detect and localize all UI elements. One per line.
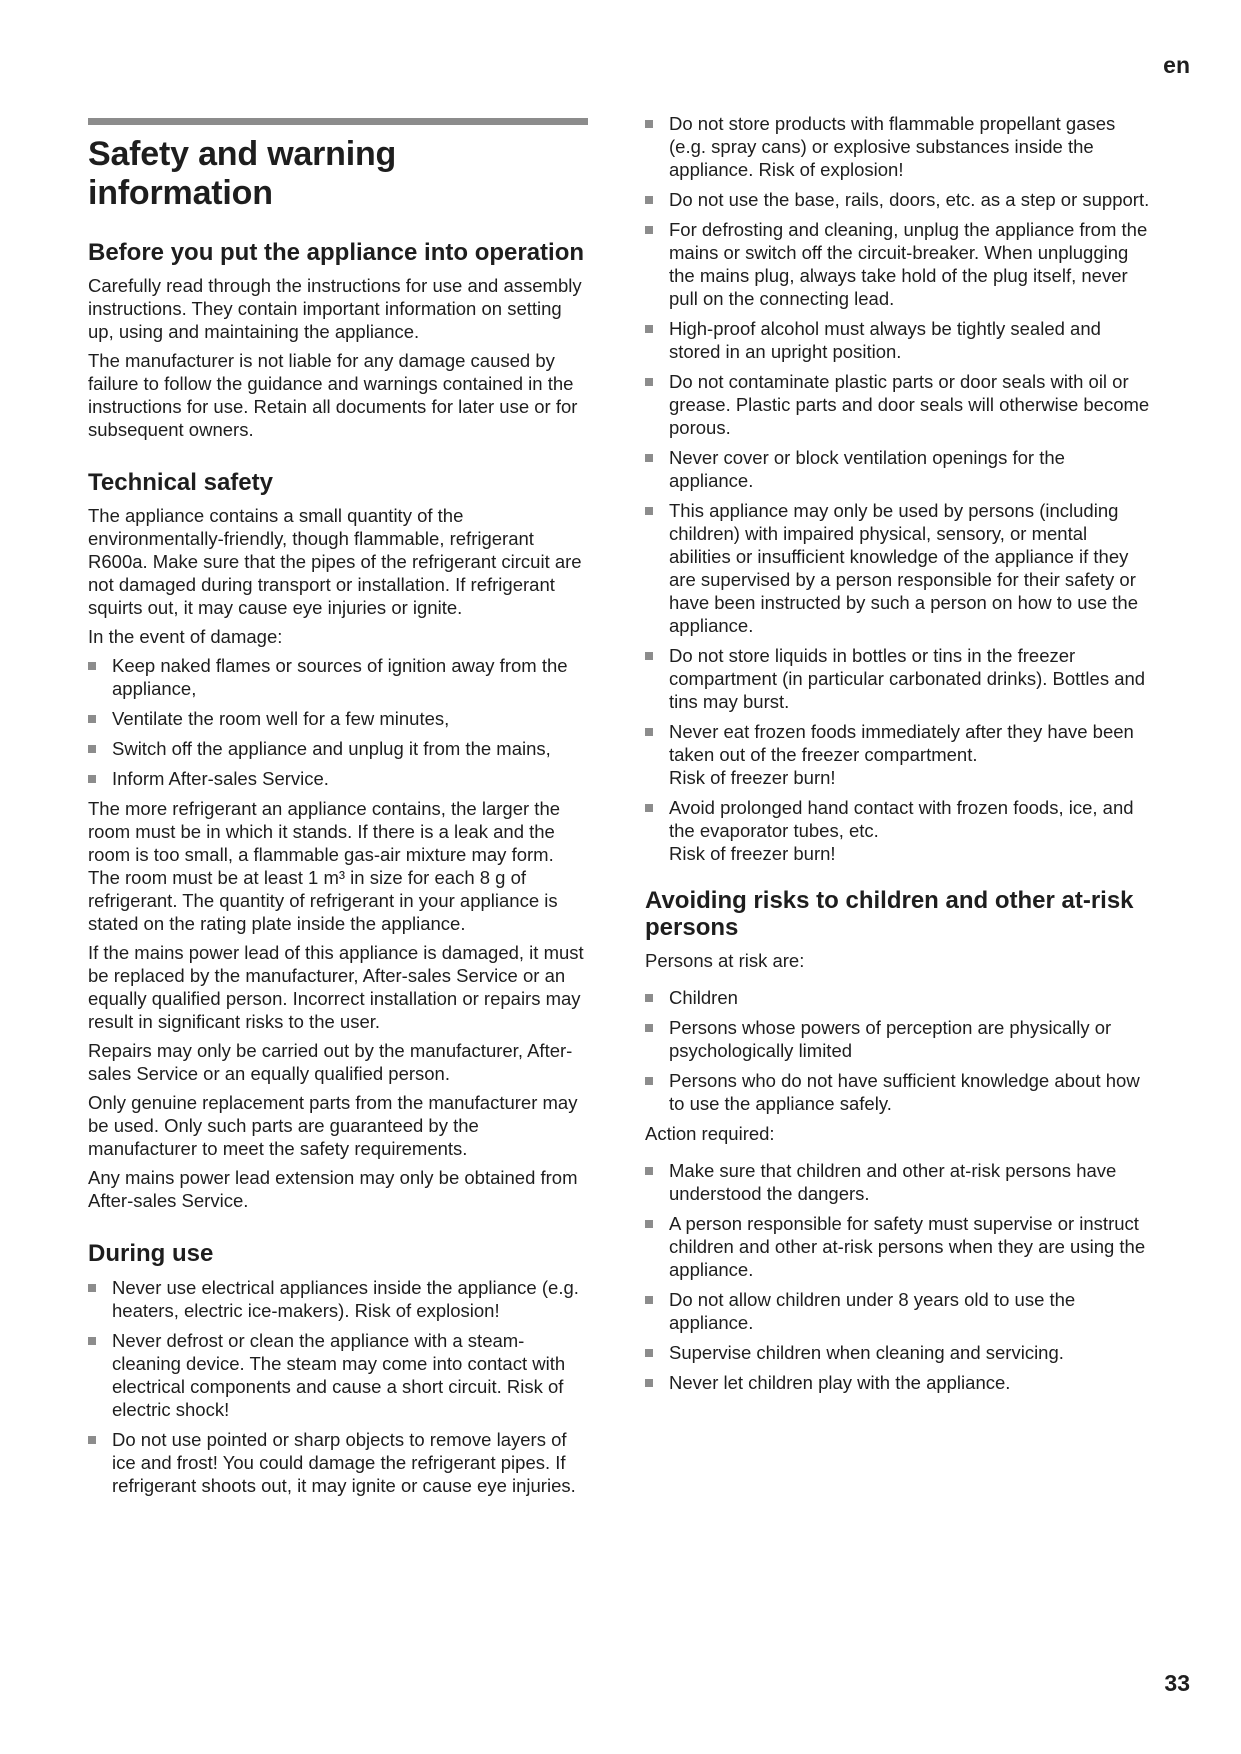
bullet-icon	[645, 507, 653, 515]
bullet-icon	[645, 1167, 653, 1175]
paragraph: In the event of damage:	[88, 626, 283, 648]
bullet-icon	[645, 120, 653, 128]
list-item: Do not store liquids in bottles or tins in the freezer compartment (in particular carbonated drinks). Bottles and tins may burst.	[645, 644, 1150, 713]
damage-list	[88, 654, 588, 790]
list-item: Persons who do not have sufficient knowledge about how to use the appliance safely.	[645, 1069, 1150, 1115]
list-item: Never use electrical appliances inside the appliance (e.g. heaters, electric ice-makers). Risk of explosion!	[88, 1276, 588, 1322]
bullet-icon	[645, 454, 653, 462]
bullet-icon	[88, 715, 96, 723]
list-item: Never let children play with the appliance.	[645, 1371, 1150, 1394]
bullet-icon	[88, 1436, 96, 1444]
persons-label: Persons at risk are:	[645, 950, 805, 972]
list-item: A person responsible for safety must supervise or instruct children and other at-risk persons when they are using the appliance.	[645, 1212, 1150, 1281]
paragraph: Any mains power lead extension may only be obtained from After-sales Service.	[88, 1167, 578, 1212]
list-item: Never defrost or clean the appliance with a steam-cleaning device. The steam may come into contact with electrical components and cause a short circuit. Risk of electric shock!	[88, 1329, 588, 1421]
bullet-icon	[645, 1024, 653, 1032]
heading-before-operation: Before you put the appliance into operation	[88, 239, 585, 267]
list-item: Do not use pointed or sharp objects to remove layers of ice and frost! You could damage the refrigerant pipes. If refrigerant shoots out, it may ignite or cause eye injuries.	[88, 1428, 588, 1497]
list-item: Never cover or block ventilation openings for the appliance.	[645, 446, 1150, 492]
page-number: 33	[1164, 1670, 1190, 1696]
list-item: For defrosting and cleaning, unplug the appliance from the mains or switch off the circuit-breaker. When unplugging the mains plug, always take hold of the plug itself, never pull on the connecting lead.	[645, 218, 1150, 310]
warnings-list	[645, 112, 1150, 865]
right-column	[645, 112, 1150, 1401]
bullet-icon	[645, 1220, 653, 1228]
bullet-icon	[645, 994, 653, 1002]
list-item: Make sure that children and other at-risk persons have understood the dangers.	[645, 1159, 1150, 1205]
paragraph-part: The more refrigerant an appliance contains, the larger the room must be in which it stands. If there is a leak and the room is too small, a flammable gas-air mixture may form.	[88, 798, 561, 866]
during-use-list	[88, 1276, 588, 1497]
list-item: Persons whose powers of perception are physically or psychologically limited	[645, 1016, 1150, 1062]
bullet-icon	[88, 745, 96, 753]
paragraph: If the mains power lead of this appliance is damaged, it must be replaced by the manufacturer, After-sales Service or an equally qualified person. Incorrect installation or repairs may result in significant risks to the user.	[88, 942, 584, 1033]
bullet-icon	[645, 1349, 653, 1357]
actions-list	[645, 1159, 1150, 1394]
bullet-icon	[645, 1296, 653, 1304]
language-code: en	[1163, 52, 1190, 78]
bullet-icon	[645, 1379, 653, 1387]
list-item: High-proof alcohol must always be tightly sealed and stored in an upright position.	[645, 317, 1150, 363]
list-item: Never eat frozen foods immediately after they have been taken out of the freezer compartment. Risk of freezer burn!	[645, 720, 1150, 789]
paragraph: Only genuine replacement parts from the manufacturer may be used. Only such parts are guaranteed by the manufacturer to meet the safety requirements.	[88, 1092, 578, 1160]
paragraph: Repairs may only be carried out by the manufacturer, After-sales Service or an equally qualified person.	[88, 1040, 573, 1085]
left-column	[88, 118, 588, 1504]
list-item: This appliance may only be used by persons (including children) with impaired physical, sensory, or mental abilities or insufficient knowledge of the appliance if they are supervised by a person responsible for their safety or have been instructed by such a person on how to use the appliance.	[645, 499, 1150, 637]
bullet-icon	[645, 652, 653, 660]
list-item: Children	[645, 986, 1150, 1009]
bullet-icon	[645, 804, 653, 812]
bullet-icon	[645, 325, 653, 333]
list-item: Keep naked flames or sources of ignition away from the appliance,	[88, 654, 588, 700]
bullet-icon	[88, 775, 96, 783]
bullet-icon	[645, 1077, 653, 1085]
paragraph: Carefully read through the instructions for use and assembly instructions. They contain important information on setting up, using and maintaining the appliance.	[88, 275, 582, 343]
list-item: Switch off the appliance and unplug it from the mains,	[88, 737, 588, 760]
bullet-icon	[88, 1284, 96, 1292]
heading-during-use: During use	[88, 1240, 214, 1268]
list-item: Do not allow children under 8 years old to use the appliance.	[645, 1288, 1150, 1334]
bullet-icon	[645, 226, 653, 234]
paragraph: The appliance contains a small quantity of the environmentally-friendly, though flammable, refrigerant R600a. Make sure that the pipes of the refrigerant circuit are not damaged during transport or installation. If refrigerant squirts out, it may cause eye injuries or ignite.	[88, 505, 582, 619]
action-label: Action required:	[645, 1123, 775, 1145]
page-title: Safety and warning information	[88, 135, 397, 213]
list-item: Avoid prolonged hand contact with frozen foods, ice, and the evaporator tubes, etc. Risk of freezer burn!	[645, 796, 1150, 865]
list-item: Do not use the base, rails, doors, etc. as a step or support.	[645, 188, 1150, 211]
paragraph	[88, 797, 588, 935]
bullet-icon	[645, 728, 653, 736]
list-item: Inform After-sales Service.	[88, 767, 588, 790]
list-item: Do not store products with flammable propellant gases (e.g. spray cans) or explosive substances inside the appliance. Risk of explosion!	[645, 112, 1150, 181]
heading-risks-children: Avoiding risks to children and other at-risk persons	[645, 887, 1134, 942]
persons-list	[645, 986, 1150, 1115]
paragraph: The manufacturer is not liable for any damage caused by failure to follow the guidance and warnings contained in the instructions for use. Retain all documents for later use or for subsequent owners.	[88, 350, 578, 441]
bullet-icon	[88, 1337, 96, 1345]
list-item: Supervise children when cleaning and servicing.	[645, 1341, 1150, 1364]
title-rule	[88, 118, 588, 125]
bullet-icon	[645, 378, 653, 386]
bullet-icon	[88, 662, 96, 670]
paragraph-part: The room must be at least 1 m³ in size for each 8 g of refrigerant. The quantity of refrigerant in your appliance is stated on the rating plate inside the appliance.	[88, 867, 558, 935]
list-item: Ventilate the room well for a few minutes,	[88, 707, 588, 730]
list-item: Do not contaminate plastic parts or door seals with oil or grease. Plastic parts and door seals will otherwise become porous.	[645, 370, 1150, 439]
bullet-icon	[645, 196, 653, 204]
heading-technical-safety: Technical safety	[88, 469, 273, 497]
